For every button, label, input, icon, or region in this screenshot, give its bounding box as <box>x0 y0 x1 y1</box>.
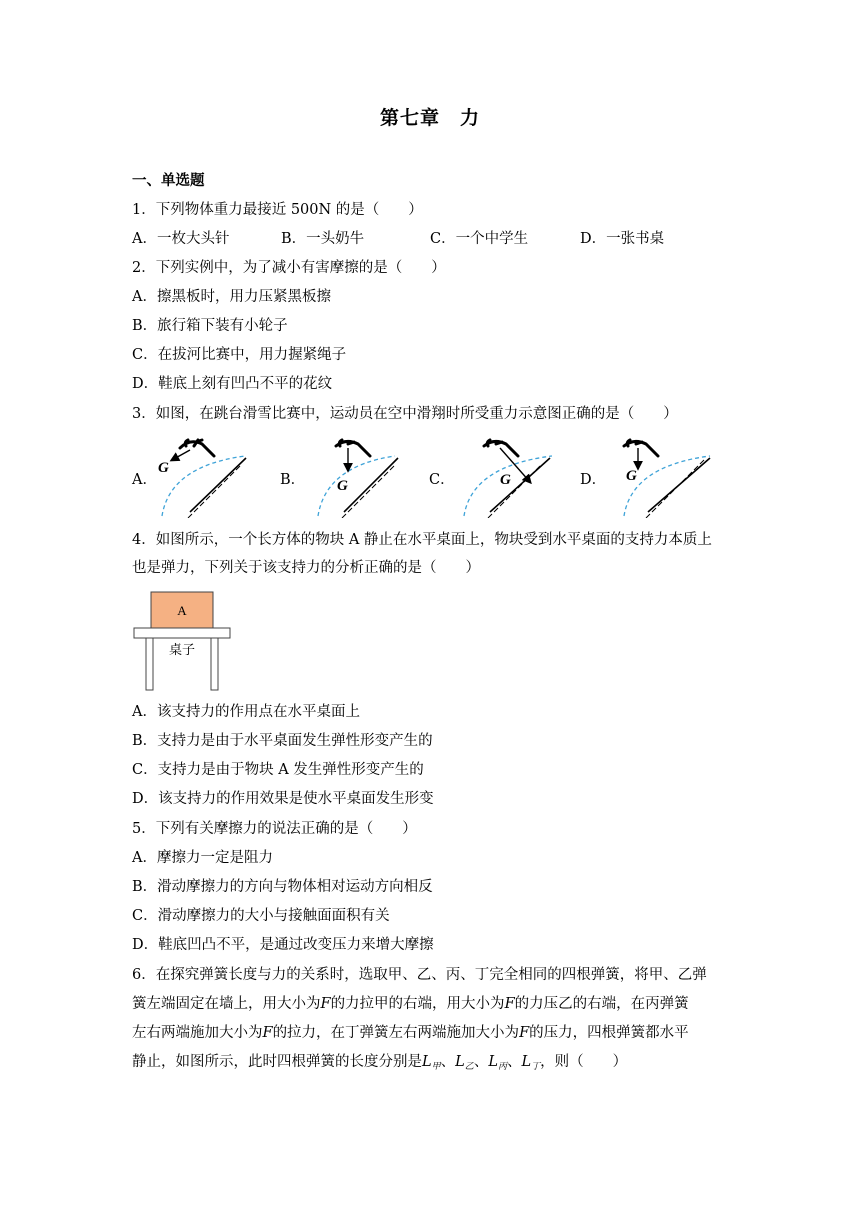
q2-option-d: D．鞋底上刻有凹凸不平的花纹 <box>132 376 333 392</box>
question-6-line2: 簧左端固定在墙上，用大小为F的力拉甲的右端，用大小为F的力压乙的右端，在丙弹簧 <box>132 996 689 1012</box>
block-a-label: A <box>177 603 187 618</box>
table-leg-left <box>146 638 153 690</box>
q2-option-a: A．擦黑板时，用力压紧黑板擦 <box>132 289 331 305</box>
slope <box>190 458 246 512</box>
q3-label-d: D． <box>580 472 607 488</box>
q4-option-c: C．支持力是由于物块 A 发生弹性形变产生的 <box>132 762 424 778</box>
slope-hatching <box>342 466 394 518</box>
question-2-stem: 2．下列实例中，为了减小有害摩擦的是（ ） <box>132 260 446 276</box>
trajectory-curve <box>162 456 245 516</box>
q5-option-a: A．摩擦力一定是阻力 <box>132 850 273 866</box>
table-label: 桌子 <box>168 642 196 657</box>
q1-option-a: A．一枚大头针 <box>132 231 230 247</box>
q3-figure-a <box>150 436 250 518</box>
skier-icon <box>180 440 214 456</box>
q3-figure-c <box>452 436 552 518</box>
q4-option-a: A．该支持力的作用点在水平桌面上 <box>132 704 360 720</box>
force-label-g: G <box>158 460 169 476</box>
force-label-g: G <box>500 472 511 488</box>
table-leg-right <box>211 638 218 690</box>
q5-option-b: B．滑动摩擦力的方向与物体相对运动方向相反 <box>132 879 433 895</box>
force-label-g: G <box>337 478 348 494</box>
q4-figure <box>130 590 234 692</box>
question-3-stem: 3．如图，在跳台滑雪比赛中，运动员在空中滑翔时所受重力示意图正确的是（ ） <box>132 406 678 422</box>
question-5-stem: 5．下列有关摩擦力的说法正确的是（ ） <box>132 821 417 837</box>
q3-label-b: B． <box>280 472 306 488</box>
q3-figure-b <box>300 436 400 518</box>
question-4-stem-line2: 也是弹力，下列关于该支持力的分析正确的是（ ） <box>132 560 480 576</box>
q1-option-d: D．一张书桌 <box>580 231 665 247</box>
q3-label-a: A． <box>132 472 157 488</box>
table-top <box>134 628 230 638</box>
section-heading: 一、单选题 <box>132 172 205 189</box>
skier-icon <box>336 440 370 456</box>
q5-option-d: D．鞋底凹凸不平，是通过改变压力来增大摩擦 <box>132 937 434 953</box>
question-1-stem: 1．下列物体重力最接近 500N 的是（ ） <box>132 202 423 218</box>
slope-hatching <box>188 466 240 518</box>
q2-option-b: B．旅行箱下装有小轮子 <box>132 318 288 334</box>
gravity-arrow <box>172 450 190 460</box>
slope <box>344 458 398 512</box>
q3-figure-d <box>606 436 716 518</box>
question-6-line1: 6．在探究弹簧长度与力的关系时，选取甲、乙、丙、丁完全相同的四根弹簧，将甲、乙弹 <box>132 967 707 983</box>
skier-icon <box>484 440 518 456</box>
skier-icon <box>624 440 658 456</box>
force-label-g: G <box>626 468 637 484</box>
q2-option-c: C．在拔河比赛中，用力握紧绳子 <box>132 347 347 363</box>
page-title: 第七章 力 <box>379 107 480 129</box>
question-6-line4: 静止，如图所示，此时四根弹簧的长度分别是$L_甲$、$L_乙$、$L_丙$、$L_丁$，则（ ） <box>132 1054 628 1072</box>
q4-option-b: B．支持力是由于水平桌面发生弹性形变产生的 <box>132 733 433 749</box>
trajectory-curve <box>624 456 710 516</box>
question-4-stem-line1: 4．如图所示，一个长方体的物块 A 静止在水平桌面上，物块受到水平桌面的支持力本质上 <box>132 532 712 548</box>
q1-option-b: B．一头奶牛 <box>281 231 365 247</box>
q1-option-c: C．一个中学生 <box>430 231 529 247</box>
question-6-line3: 左右两端施加大小为F的拉力，在丁弹簧左右两端施加大小为F的压力，四根弹簧都水平 <box>132 1025 689 1041</box>
q5-option-c: C．滑动摩擦力的大小与接触面面积有关 <box>132 908 390 924</box>
q3-label-c: C． <box>429 472 455 488</box>
slope <box>490 458 550 512</box>
slope-hatching <box>488 466 540 518</box>
q4-option-d: D．该支持力的作用效果是使水平桌面发生形变 <box>132 791 434 807</box>
trajectory-curve <box>318 456 395 516</box>
